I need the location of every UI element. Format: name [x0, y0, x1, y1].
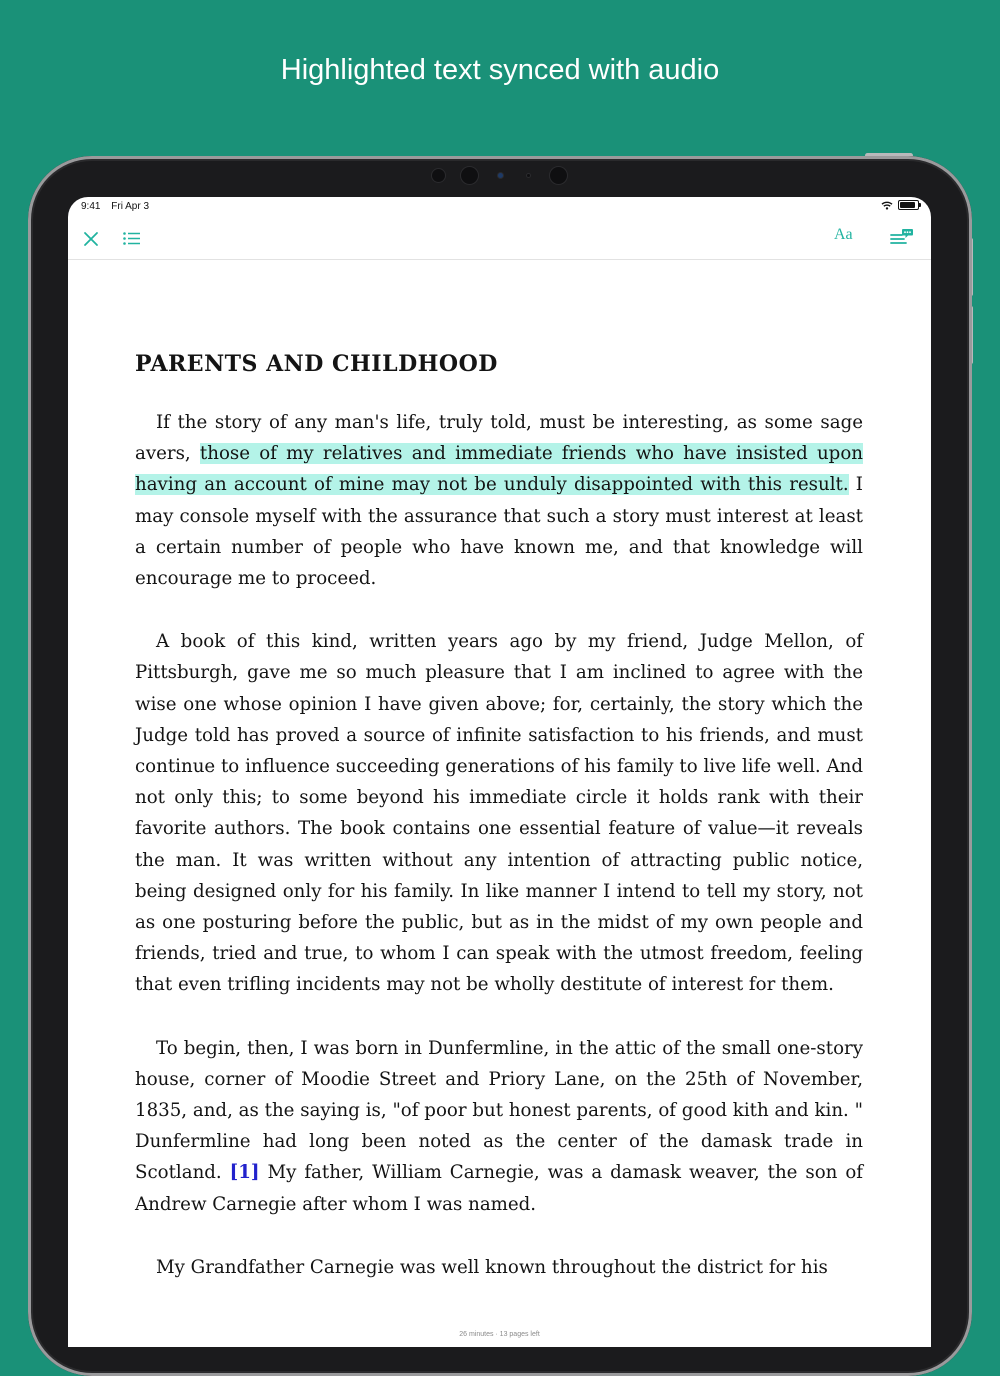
status-time: 9:41 — [81, 201, 101, 212]
status-bar — [81, 201, 149, 212]
status-indicators — [881, 200, 919, 210]
promo-caption: Highlighted text synced with audio — [280, 54, 720, 86]
paragraph: My Grandfather Carnegie was well known throughout the district for his — [156, 1256, 828, 1278]
text-settings-button[interactable] — [834, 226, 853, 244]
chapter-content — [135, 351, 863, 1315]
paragraph-text: My father, William Carnegie, was a damask weaver, the son of Andrew Carnegie after whom I was named. — [135, 1162, 863, 1215]
text-settings-label: Aa — [834, 226, 853, 243]
paragraph: A book of this kind, written years ago by my friend, Judge Mellon, of Pittsburgh, gave me so much pleasure that I am inclined to agree with the wise one whose opinion I have given above; for, certainly, the story which the Judge told has proved a source of infinite satisfaction to his friends, and must continue to influence succeeding generations of his family to live life well. And not only this; to some beyond his immediate circle it holds rank with their favorite authors. The book contains one essential feature of value—it reveals the man. It was written without any intention of attracting public notice, being designed only for his family. In like manner I intend to tell my story, not as one posturing before the public, but as in the midst of my own people and friends, tried and true, to whom I can speak with the utmost freedom, feeling that even trifling incidents may not be wholly destitute of interest for them. — [135, 631, 863, 996]
camera-lens — [432, 169, 445, 182]
close-icon[interactable] — [83, 231, 99, 247]
paragraph-text: I may console myself with the assurance that such a story must interest at least a certain number of people who have known me, and that knowledge will encourage me to proceed. — [135, 474, 863, 590]
text-chat-icon[interactable] — [890, 228, 914, 246]
reader-toolbar — [68, 219, 931, 260]
paragraph-text: To begin, then, I was born in Dunfermline, in the attic of the small one-story house, corner of Moodie Street and Priory Lane, on the 25th of November, 1835, and, as the saying is, "of poor but honest parents, of good kith and kin. " Dunfermline had long been noted as the center of the damask trade in Scotland. — [135, 1037, 863, 1184]
battery-icon — [898, 200, 919, 210]
paragraph-text: If the story of any man's life, truly told, must be interesting, as some sage avers, — [135, 412, 863, 465]
status-date: Fri Apr 3 — [111, 201, 150, 212]
reader-screen — [68, 197, 931, 1347]
reading-progress: 26 minutes · 13 pages left — [459, 1331, 540, 1338]
chapter-title: PARENTS AND CHILDHOOD — [135, 351, 498, 377]
camera-sensor — [527, 174, 530, 177]
audio-highlighted-text[interactable]: those of my relatives and immediate friends who have insisted upon having an account of mine may not be unduly disappointed with this result. — [135, 443, 863, 496]
camera-sensor — [498, 173, 503, 178]
list-icon[interactable] — [123, 232, 141, 245]
camera-lens — [461, 167, 478, 184]
wifi-icon — [881, 201, 893, 210]
footnote-link[interactable]: [1] — [229, 1162, 260, 1184]
camera-lens — [550, 167, 567, 184]
paragraph — [135, 407, 863, 594]
paragraph — [135, 1033, 863, 1220]
